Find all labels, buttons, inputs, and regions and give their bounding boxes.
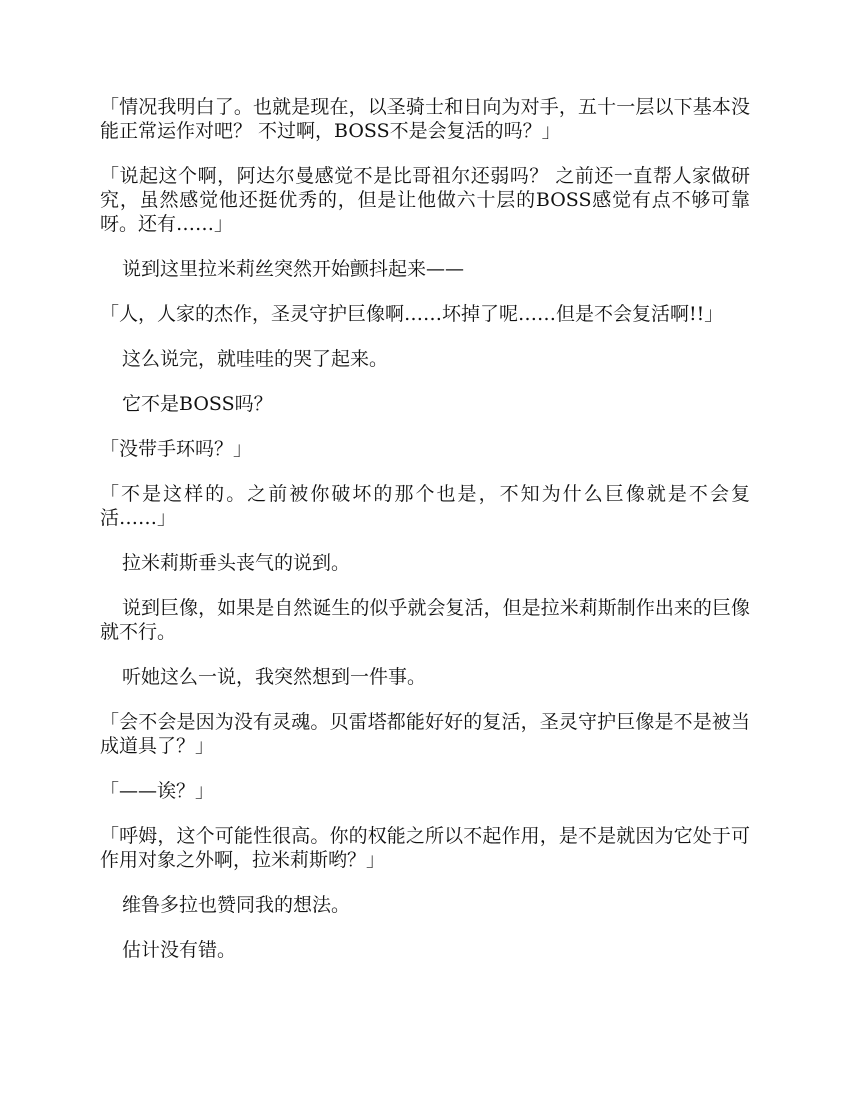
narration-paragraph: 这么说完，就哇哇的哭了起来。 bbox=[122, 348, 389, 370]
narration-paragraph: 说到这里拉米莉丝突然开始颤抖起来—— bbox=[122, 258, 465, 280]
dialogue-paragraph: 「呼姆，这个可能性很高。你的权能之所以不起作用，是不是就因为它处于可作用对象之外啊，拉米莉斯哟？」 bbox=[100, 825, 750, 871]
narration-paragraph: 估计没有错。 bbox=[122, 939, 237, 961]
dialogue-paragraph: 「不是这样的。之前被你破坏的那个也是，不知为什么巨像就是不会复活……」 bbox=[100, 483, 750, 529]
narration-paragraph: 听她这么一说，我突然想到一件事。 bbox=[122, 666, 427, 688]
dialogue-paragraph: 「没带手环吗？」 bbox=[100, 438, 253, 460]
dialogue-paragraph: 「说起这个啊，阿达尔曼感觉不是比哥祖尔还弱吗？ 之前还一直帮人家做研究，虽然感觉他还挺优秀的，但是让他做六十层的BOSS感觉有点不够可靠呀。还有……」 bbox=[100, 165, 750, 235]
narration-paragraph: 拉米莉斯垂头丧气的说到。 bbox=[122, 552, 351, 574]
dialogue-paragraph: 「——诶？」 bbox=[100, 780, 215, 802]
dialogue-paragraph: 「会不会是因为没有灵魂。贝雷塔都能好好的复活，圣灵守护巨像是不是被当成道具了？」 bbox=[100, 711, 750, 757]
narration-paragraph: 它不是BOSS吗？ bbox=[122, 393, 273, 415]
dialogue-paragraph: 「人，人家的杰作，圣灵守护巨像啊……坏掉了呢……但是不会复活啊!!」 bbox=[100, 303, 724, 325]
narration-paragraph: 维鲁多拉也赞同我的想法。 bbox=[122, 894, 351, 916]
document-page bbox=[100, 95, 750, 983]
narration-paragraph: 说到巨像，如果是自然诞生的似乎就会复活，但是拉米莉斯制作出来的巨像就不行。 bbox=[100, 597, 750, 643]
dialogue-paragraph: 「情况我明白了。也就是现在，以圣骑士和日向为对手，五十一层以下基本没能正常运作对吧？ 不过啊，BOSS不是会复活的吗？」 bbox=[100, 96, 750, 142]
